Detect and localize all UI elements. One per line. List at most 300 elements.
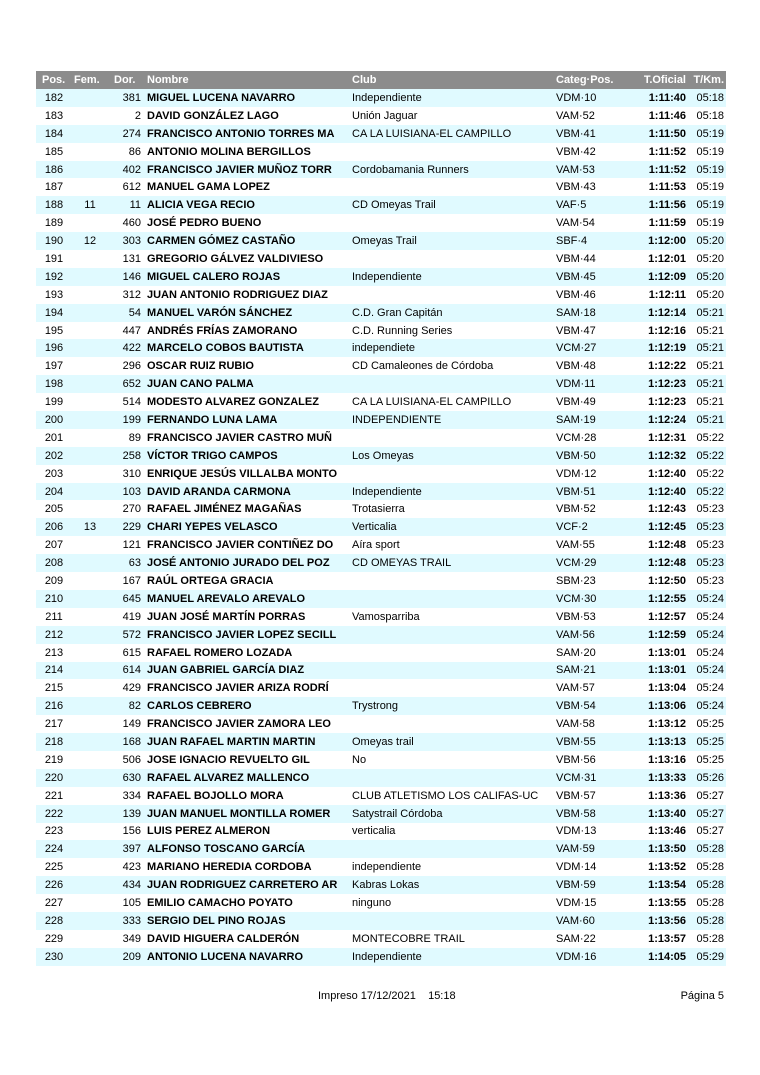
cell-pos: 198 (44, 378, 64, 391)
cell-tiempo: 1:13:50 (648, 843, 686, 856)
cell-dor: 156 (122, 825, 141, 838)
table-row (36, 626, 726, 644)
cell-fem (72, 733, 108, 751)
cell-fem (72, 322, 108, 340)
cell-categ: VBM·55 (556, 736, 596, 748)
cell-club: Aíra sport (352, 539, 400, 552)
cell-nombre: ALICIA VEGA RECIO (147, 199, 255, 212)
cell-dor: 310 (122, 467, 141, 480)
cell-tiempo: 1:12:11 (648, 288, 686, 301)
cell-tkm: 05:18 (696, 109, 724, 122)
cell-club (349, 679, 553, 697)
cell-tkm: 05:25 (696, 736, 724, 748)
cell-tkm: 05:19 (696, 181, 724, 194)
cell-pos: 205 (44, 503, 64, 516)
cell-club (349, 286, 553, 304)
header-dor: Dor. (114, 74, 136, 86)
cell-tiempo: 1:13:01 (648, 646, 686, 659)
cell-fem (72, 912, 108, 930)
table-row (36, 536, 726, 554)
table-row (36, 679, 726, 697)
table-row (36, 912, 726, 930)
cell-fem: 12 (83, 235, 97, 248)
cell-categ: VCM·27 (556, 342, 597, 355)
cell-dor: 105 (122, 897, 141, 910)
cell-club: Trystrong (352, 700, 399, 713)
cell-dor: 167 (122, 574, 141, 587)
cell-dor: 397 (122, 843, 141, 856)
cell-fem: 11 (84, 199, 96, 212)
cell-fem (72, 554, 108, 572)
cell-club: CLUB ATLETISMO LOS CALIFAS-UC (352, 789, 539, 802)
cell-dor: 614 (122, 664, 141, 677)
cell-pos: 214 (44, 664, 64, 677)
cell-fem (72, 483, 108, 501)
cell-categ: SBM·23 (556, 574, 596, 587)
cell-dor: 270 (122, 503, 141, 516)
cell-club: Trotasierra (352, 503, 405, 516)
cell-tkm: 05:24 (696, 682, 724, 695)
table-row (36, 805, 726, 823)
cell-tiempo: 1:12:59 (648, 628, 686, 641)
cell-categ: VAM·57 (556, 682, 595, 695)
cell-pos: 186 (44, 163, 64, 176)
cell-fem (72, 357, 108, 375)
cell-tiempo: 1:13:12 (648, 718, 686, 731)
cell-club (349, 572, 553, 590)
cell-dor: 121 (122, 539, 141, 552)
cell-categ: VCM·31 (556, 771, 597, 784)
cell-club: Independiente (352, 485, 422, 498)
cell-nombre: FRANCISCO JAVIER ARIZA RODRÍ (147, 682, 329, 695)
cell-pos: 207 (44, 539, 64, 552)
cell-club (349, 465, 553, 483)
footer-printed-date (318, 990, 456, 1002)
cell-tkm: 05:23 (696, 539, 724, 552)
cell-nombre: VÍCTOR TRIGO CAMPOS (147, 449, 278, 462)
cell-categ: VAF·5 (556, 199, 587, 212)
cell-tiempo: 1:13:54 (648, 879, 686, 892)
cell-tkm: 05:20 (696, 235, 724, 248)
table-body (36, 89, 726, 966)
cell-dor: 630 (122, 771, 141, 784)
table-row (36, 483, 726, 501)
cell-dor: 11 (129, 199, 141, 212)
cell-tkm: 05:28 (696, 861, 724, 874)
cell-tkm: 05:20 (696, 288, 724, 301)
cell-nombre: CHARI YEPES VELASCO (147, 521, 278, 534)
table-row (36, 268, 726, 286)
cell-fem (72, 787, 108, 805)
cell-tkm: 05:27 (696, 807, 724, 820)
cell-pos: 229 (44, 932, 64, 945)
cell-fem (72, 143, 108, 161)
cell-club: No (352, 753, 367, 766)
cell-tiempo: 1:12:40 (648, 485, 686, 498)
cell-nombre: MARCELO COBOS BAUTISTA (147, 342, 304, 355)
cell-tiempo: 1:12:31 (648, 431, 686, 444)
table-row (36, 608, 726, 626)
cell-club (349, 375, 553, 393)
cell-tiempo: 1:12:57 (648, 610, 686, 623)
cell-club (349, 250, 553, 268)
table-row (36, 858, 726, 876)
cell-dor: 89 (128, 431, 141, 444)
cell-fem (72, 626, 108, 644)
cell-dor: 209 (122, 950, 141, 963)
cell-pos: 222 (44, 807, 64, 820)
cell-fem (72, 715, 108, 733)
cell-dor: 334 (122, 789, 141, 802)
cell-dor: 429 (122, 682, 141, 695)
cell-club: MONTECOBRE TRAIL (352, 932, 465, 945)
cell-categ: SAM·20 (556, 646, 596, 659)
cell-nombre: FRANCISCO JAVIER ZAMORA LEO (147, 718, 331, 731)
table-row (36, 304, 726, 322)
cell-tiempo: 1:12:09 (648, 270, 686, 283)
cell-pos: 215 (44, 682, 64, 695)
cell-nombre: MANUEL VARÓN SÁNCHEZ (147, 306, 293, 319)
table-row (36, 375, 726, 393)
cell-categ: SBF·4 (556, 235, 588, 248)
cell-categ: VBM·56 (556, 753, 596, 766)
cell-tiempo: 1:12:22 (648, 360, 686, 373)
cell-dor: 333 (122, 914, 141, 927)
footer-page-text: Página 5 (680, 990, 724, 1002)
cell-pos: 188 (44, 199, 64, 212)
cell-nombre: MIGUEL CALERO ROJAS (147, 270, 281, 283)
cell-tkm: 05:21 (696, 324, 724, 337)
cell-tiempo: 1:13:46 (648, 825, 686, 838)
cell-tkm: 05:20 (696, 252, 724, 265)
cell-fem (72, 411, 108, 429)
table-row (36, 232, 726, 250)
cell-nombre: ANTONIO LUCENA NAVARRO (147, 950, 304, 963)
cell-categ: VAM·52 (556, 109, 595, 122)
cell-tkm: 05:24 (696, 646, 724, 659)
cell-pos: 219 (44, 753, 64, 766)
cell-fem (72, 697, 108, 715)
table-row (36, 411, 726, 429)
cell-club (349, 626, 553, 644)
header-tkm: T/Km. (693, 74, 724, 86)
cell-categ: VBM·41 (556, 127, 596, 140)
cell-tkm: 05:18 (696, 91, 724, 104)
cell-pos: 223 (44, 825, 64, 838)
table-row (36, 89, 726, 107)
cell-club (349, 912, 553, 930)
cell-nombre: RAFAEL ALVAREZ MALLENCO (147, 771, 310, 784)
table-row (36, 662, 726, 680)
cell-pos: 218 (44, 736, 64, 748)
cell-tkm: 05:21 (696, 396, 724, 409)
cell-tkm: 05:24 (696, 628, 724, 641)
cell-nombre: JOSÉ ANTONIO JURADO DEL POZ (147, 557, 330, 570)
cell-tkm: 05:27 (696, 789, 724, 802)
cell-dor: 296 (122, 360, 141, 373)
cell-pos: 226 (44, 879, 64, 892)
cell-club (349, 840, 553, 858)
cell-club: C.D. Running Series (352, 324, 453, 337)
cell-club: Independiente (352, 91, 422, 104)
cell-nombre: JUAN JOSÉ MARTÍN PORRAS (147, 610, 306, 623)
cell-club: independiente (352, 861, 422, 874)
cell-pos: 189 (44, 217, 64, 230)
cell-tkm: 05:28 (696, 879, 724, 892)
cell-tkm: 05:28 (696, 914, 724, 927)
cell-pos: 217 (44, 718, 64, 731)
cell-club: Vamosparriba (352, 610, 420, 623)
cell-nombre: OSCAR RUIZ RUBIO (147, 360, 254, 373)
cell-dor: 139 (122, 807, 141, 820)
cell-club: Independiente (352, 950, 422, 963)
cell-fem (72, 500, 108, 518)
cell-nombre: JUAN CANO PALMA (147, 378, 254, 391)
cell-categ: VCM·29 (556, 557, 597, 570)
table-row (36, 518, 726, 536)
cell-club: ninguno (352, 897, 392, 910)
footer-printed-text: Impreso 17/12/2021 15:18 (318, 990, 456, 1002)
table-row (36, 948, 726, 966)
cell-dor: 131 (122, 252, 141, 265)
table-row (36, 697, 726, 715)
cell-nombre: FRANCISCO ANTONIO TORRES MA (147, 127, 335, 140)
cell-club (349, 715, 553, 733)
table-row (36, 554, 726, 572)
cell-categ: VBM·50 (556, 449, 596, 462)
cell-tiempo: 1:13:16 (648, 753, 686, 766)
cell-categ: VAM·53 (556, 163, 595, 176)
cell-dor: 615 (122, 646, 141, 659)
cell-nombre: ALFONSO TOSCANO GARCÍA (147, 843, 306, 856)
cell-club: Kabras Lokas (352, 879, 420, 892)
cell-tiempo: 1:11:56 (648, 199, 686, 212)
cell-club: C.D. Gran Capitán (352, 306, 443, 319)
cell-tkm: 05:22 (696, 431, 724, 444)
cell-nombre: RAFAEL ROMERO LOZADA (147, 646, 293, 659)
cell-dor: 86 (128, 145, 141, 158)
cell-nombre: ANTONIO MOLINA BERGILLOS (147, 145, 311, 158)
cell-nombre: FRANCISCO JAVIER LOPEZ SECILL (147, 628, 337, 641)
cell-fem (72, 876, 108, 894)
cell-dor: 460 (122, 217, 141, 230)
cell-tiempo: 1:12:45 (648, 521, 686, 534)
table-row (36, 125, 726, 143)
cell-fem (72, 536, 108, 554)
cell-fem (72, 572, 108, 590)
cell-nombre: RAÚL ORTEGA GRACIA (147, 574, 274, 587)
cell-tiempo: 1:12:19 (648, 342, 686, 355)
cell-categ: VDM·10 (556, 91, 597, 104)
cell-categ: VAM·54 (556, 217, 595, 230)
cell-tkm: 05:22 (696, 467, 724, 480)
cell-dor: 514 (122, 396, 141, 409)
cell-nombre: FRANCISCO JAVIER CONTIÑEZ DO (147, 539, 334, 552)
cell-categ: VAM·60 (556, 914, 595, 927)
cell-tkm: 05:29 (696, 950, 724, 963)
cell-tiempo: 1:13:01 (648, 664, 686, 677)
cell-categ: VBM·51 (556, 485, 596, 498)
cell-tiempo: 1:11:59 (648, 217, 686, 230)
cell-categ: SAM·19 (556, 413, 596, 426)
cell-categ: VDM·13 (556, 825, 597, 838)
cell-tiempo: 1:13:36 (648, 789, 686, 802)
table-row (36, 894, 726, 912)
cell-categ: VDM·15 (556, 897, 597, 910)
cell-pos: 221 (44, 789, 64, 802)
cell-nombre: JOSÉ PEDRO BUENO (147, 217, 262, 230)
table-row (36, 161, 726, 179)
cell-club: CD Camaleones de Córdoba (352, 360, 494, 373)
cell-club (349, 590, 553, 608)
cell-fem (72, 679, 108, 697)
cell-tkm: 05:23 (696, 557, 724, 570)
cell-tiempo: 1:13:13 (648, 736, 686, 748)
cell-club (349, 214, 553, 232)
table-row (36, 769, 726, 787)
table-row (36, 429, 726, 447)
cell-pos: 204 (44, 485, 64, 498)
cell-tkm: 05:25 (696, 718, 724, 731)
cell-categ: SAM·22 (556, 932, 596, 945)
cell-nombre: FERNANDO LUNA LAMA (147, 413, 278, 426)
cell-fem (72, 894, 108, 912)
cell-club: Los Omeyas (352, 449, 414, 462)
cell-dor: 612 (122, 181, 141, 194)
cell-categ: VBM·54 (556, 700, 596, 713)
cell-tkm: 05:19 (696, 127, 724, 140)
cell-fem: 13 (83, 521, 97, 534)
cell-fem (72, 268, 108, 286)
cell-fem (72, 286, 108, 304)
cell-club: Omeyas trail (352, 736, 414, 748)
results-table (36, 71, 726, 966)
cell-fem (72, 339, 108, 357)
cell-dor: 402 (122, 163, 141, 176)
cell-dor: 146 (122, 270, 141, 283)
cell-dor: 434 (122, 879, 141, 892)
cell-fem (72, 107, 108, 125)
cell-nombre: GREGORIO GÁLVEZ VALDIVIESO (147, 252, 324, 265)
cell-fem (72, 465, 108, 483)
cell-nombre: CARMEN GÓMEZ CASTAÑO (147, 235, 296, 248)
cell-pos: 213 (44, 646, 64, 659)
cell-tkm: 05:21 (696, 413, 724, 426)
cell-categ: VAM·59 (556, 843, 595, 856)
cell-fem (72, 644, 108, 662)
cell-fem (72, 823, 108, 841)
cell-categ: VBM·45 (556, 270, 596, 283)
cell-fem (72, 840, 108, 858)
cell-tiempo: 1:12:48 (648, 539, 686, 552)
cell-nombre: JUAN RODRIGUEZ CARRETERO AR (147, 879, 338, 892)
cell-dor: 103 (122, 485, 141, 498)
cell-categ: VBM·57 (556, 789, 596, 802)
cell-dor: 54 (128, 306, 141, 319)
cell-fem (72, 178, 108, 196)
cell-nombre: MARIANO HEREDIA CORDOBA (147, 861, 312, 874)
cell-dor: 447 (122, 324, 141, 337)
cell-tiempo: 1:13:57 (648, 932, 686, 945)
cell-categ: VDM·11 (556, 378, 596, 391)
cell-pos: 182 (44, 91, 64, 104)
cell-club (349, 178, 553, 196)
cell-pos: 199 (44, 396, 64, 409)
cell-pos: 200 (44, 413, 64, 426)
header-categ: Categ·Pos. (556, 74, 614, 86)
cell-tiempo: 1:12:48 (648, 557, 686, 570)
cell-tkm: 05:26 (696, 771, 724, 784)
cell-categ: VBM·44 (556, 252, 596, 265)
cell-tkm: 05:19 (696, 145, 724, 158)
cell-tiempo: 1:12:55 (648, 592, 686, 605)
cell-tkm: 05:28 (696, 932, 724, 945)
cell-club: Verticalia (352, 521, 397, 534)
cell-fem (72, 161, 108, 179)
cell-nombre: JUAN MANUEL MONTILLA ROMER (147, 807, 331, 820)
cell-club: CA LA LUISIANA-EL CAMPILLO (352, 127, 512, 140)
cell-categ: VCM·28 (556, 431, 597, 444)
cell-tkm: 05:24 (696, 700, 724, 713)
table-row (36, 751, 726, 769)
cell-nombre: LUIS PEREZ ALMERON (147, 825, 271, 838)
cell-pos: 209 (44, 574, 64, 587)
cell-categ: VBM·53 (556, 610, 596, 623)
cell-tkm: 05:22 (696, 449, 724, 462)
cell-fem (72, 930, 108, 948)
cell-pos: 184 (44, 127, 64, 140)
cell-tiempo: 1:11:40 (648, 91, 686, 104)
table-row (36, 840, 726, 858)
cell-club (349, 769, 553, 787)
cell-pos: 191 (44, 252, 64, 265)
cell-fem (72, 250, 108, 268)
cell-tiempo: 1:11:52 (648, 163, 686, 176)
cell-categ: VBM·47 (556, 324, 596, 337)
cell-tkm: 05:20 (696, 270, 724, 283)
cell-tkm: 05:24 (696, 664, 724, 677)
cell-pos: 230 (44, 950, 64, 963)
cell-tkm: 05:21 (696, 306, 724, 319)
cell-pos: 187 (44, 181, 64, 194)
cell-club: CD Omeyas Trail (352, 199, 436, 212)
cell-tiempo: 1:12:14 (648, 306, 686, 319)
cell-nombre: JOSE IGNACIO REVUELTO GIL (147, 753, 310, 766)
cell-dor: 506 (122, 753, 141, 766)
table-row (36, 500, 726, 518)
cell-tiempo: 1:12:24 (648, 413, 686, 426)
cell-fem (72, 948, 108, 966)
cell-categ: VAM·55 (556, 539, 595, 552)
cell-fem (72, 608, 108, 626)
header-tiempo: T.Oficial (643, 74, 686, 86)
cell-club (349, 662, 553, 680)
cell-club (349, 143, 553, 161)
cell-club: CA LA LUISIANA-EL CAMPILLO (352, 396, 512, 409)
table-row (36, 733, 726, 751)
cell-categ: VBM·59 (556, 879, 596, 892)
cell-categ: VBM·58 (556, 807, 596, 820)
table-row (36, 196, 726, 214)
cell-categ: SAM·18 (556, 306, 596, 319)
table-row (36, 715, 726, 733)
table-row (36, 876, 726, 894)
footer-page-number (681, 990, 724, 1002)
cell-nombre: ANDRÉS FRÍAS ZAMORANO (147, 324, 298, 337)
cell-pos: 211 (45, 610, 63, 623)
cell-tkm: 05:24 (696, 610, 724, 623)
cell-tiempo: 1:12:43 (648, 503, 686, 516)
